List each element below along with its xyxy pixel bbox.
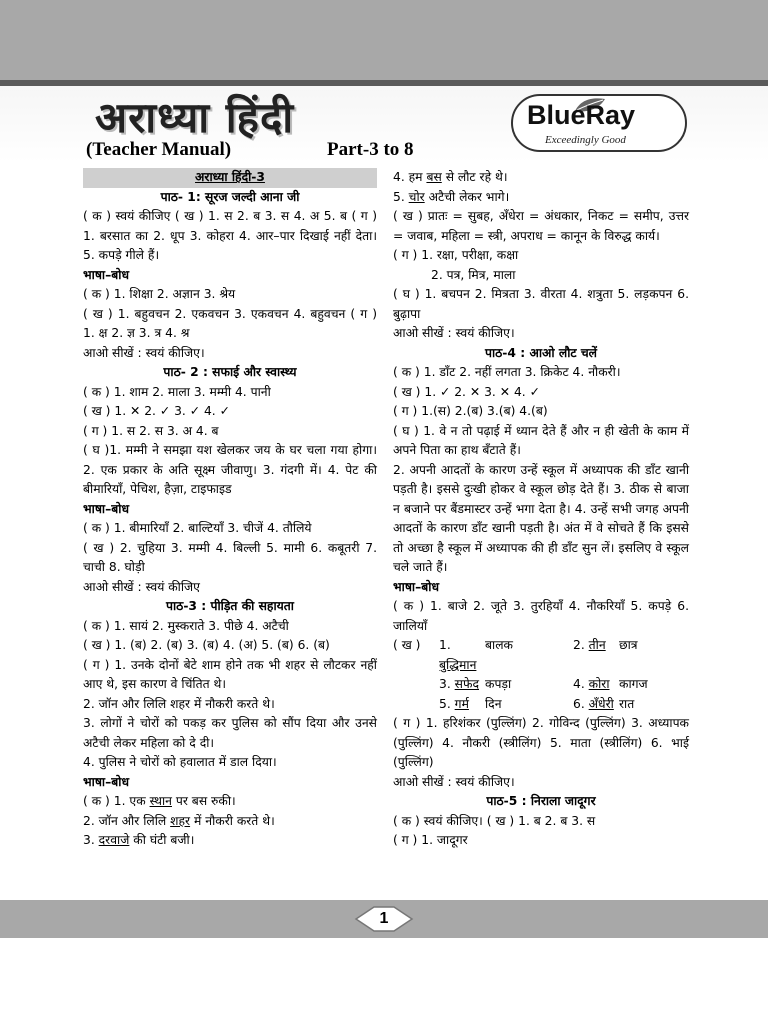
lesson-heading: पाठ- 1: सूरज जल्दी आना जी (160, 189, 300, 204)
answer-line: ( क ) 1. सायं 2. मुस्कराते 3. पीछे 4. अटैची (83, 618, 289, 633)
answer-line: ( क ) स्वयं कीजिए। ( ख ) 1. ब 2. ब 3. स (393, 813, 596, 828)
line-text: की घंटी बजी। (129, 833, 195, 847)
answer-line (83, 812, 377, 832)
answer-line: 2. पत्र, मित्र, माला (431, 267, 516, 282)
answer-line: ( ख ) 1. ✓ 2. ✕ 3. ✕ 4. ✓ (393, 384, 540, 399)
lesson-heading: पाठ-5 : निराला जादूगर (486, 794, 596, 808)
grid-noun-cell (485, 675, 573, 695)
grid-word: कोरा (588, 677, 610, 691)
answer-line: ( ग ) 1. स 2. स 3. अ 4. ब (83, 423, 219, 438)
answer-line: 3. लोगों ने चोरों को पकड़ कर पुलिस को सौंप दिया और उनसे अटैची लेकर महिला को दे दी। (83, 716, 377, 750)
answer-line: ( ग ) 1. जादूगर (393, 833, 468, 847)
grid-noun: छात्र (619, 638, 638, 652)
answer-line: ( क ) 1. शिक्षा 2. अज्ञान 3. श्रेय (83, 287, 236, 301)
grid-noun: दिन (485, 696, 502, 711)
grid-noun-cell (619, 695, 711, 715)
page-number: 1 (379, 910, 389, 927)
grid-noun: कागज (619, 677, 648, 691)
answer-line: ( ख ) प्रातः = सुबह, अँधेरा = अंधकार, निकट = समीप, उत्तर = जवाब, महिला = स्त्री, अपराध = कानून के विरुद्ध कार्य। (393, 209, 689, 243)
grid-noun: रात (619, 696, 635, 711)
grid-noun-cell (485, 695, 573, 715)
grid-num: 6. (573, 696, 589, 711)
answer-line: 4. पुलिस ने चोरों को हवालात में डाल दिया। (83, 755, 277, 769)
answer-line: आओ सीखें : स्वयं कीजिए (83, 579, 200, 594)
underlined-word: चोर (408, 189, 425, 204)
page-number-badge (354, 905, 414, 933)
grid-word: सफेद (454, 677, 479, 691)
line-text: 3. (83, 833, 99, 847)
answer-line: ( ग ) 1. हरिशंकर (पुल्लिंग) 2. गोविन्द (पुल्लिंग) 3. अध्यापक (पुल्लिंग) 4. नौकरी (स्त्रीलिंग) 5. माता (स्त्रीलिंग) 6. भाई (पुल्लिंग) (393, 716, 689, 769)
line-text: ( क ) 1. एक (83, 794, 150, 808)
lesson-heading: पाठ-3 : पीड़ित की सहायता (166, 599, 294, 613)
grid-num: 4. (573, 677, 589, 691)
underlined-word: स्थान (149, 794, 172, 808)
logo-name: BlueRay (527, 100, 636, 130)
answer-line: ( घ ) 1. बचपन 2. मित्रता 3. वीरता 4. शत्रुता 5. लड़कपन 6. बुढ़ापा (393, 287, 689, 321)
section-heading: भाषा–बोध (83, 774, 130, 789)
grid-num: 3. (439, 677, 455, 691)
right-column (393, 168, 689, 851)
answer-line: ( घ )1. मम्मी ने समझा यश खेलकर जय के घर चला गया होगा। 2. एक प्रकार के अति सूक्ष्म जीवाणु। 3. गंदगी में। 4. पेट की बीमारियाँ, पेचिश, हैज़ा, टाइफाइड (83, 443, 377, 496)
section-heading: भाषा–बोध (83, 267, 130, 282)
adjective-grid (393, 636, 689, 714)
answer-line: 2. अपनी आदतों के कारण उन्हें स्कूल में अध्यापक की डाँट खानी पड़ती है। इससे दुःखी होकर वे स्कूल छोड़ देते हैं। 3. ठीक से बाजा न बजाने पर बैंडमास्टर उन्हें भगा देता है। 4. उन्हें सभी जगह अपनी आदतों के कारण डाँट खानी पड़ती है। अंत में वे सोचते हैं कि इससे तो अच्छा है स्कूल में अध्यापक की ही डाँट सुन लें। इसलिए वे स्कूल चले जाते हैं। (393, 462, 689, 574)
answer-line: आओ सीखें : स्वयं कीजिए। (393, 326, 515, 340)
line-text: पर बस रुकी। (171, 794, 236, 808)
grid-word: बुद्धिमान (439, 657, 477, 672)
grid-word: तीन (588, 638, 606, 652)
line-text: 2. जॉन और लिलि (83, 813, 171, 828)
class-banner: अराध्या हिंदी-3 (83, 168, 377, 188)
left-column (83, 168, 377, 851)
answer-line: ( क ) 1. शाम 2. माला 3. मम्मी 4. पानी (83, 384, 271, 399)
answer-line: ( ग ) 1.(स) 2.(ब) 3.(ब) 4.(ब) (393, 404, 548, 418)
answer-line: ( क ) 1. डाँट 2. नहीं लगता 3. क्रिकेट 4. नौकरी। (393, 365, 621, 379)
answer-line: ( ग ) 1. रक्षा, परीक्षा, कक्षा (393, 248, 519, 262)
answer-line: आओ सीखें : स्वयं कीजिए। (393, 774, 515, 789)
line-text: से लौट रहे थे। (441, 170, 508, 184)
answer-line: ( ख ) 1. ✕ 2. ✓ 3. ✓ 4. ✓ (83, 404, 230, 418)
subtitle: (Teacher Manual) (86, 139, 232, 160)
answer-line (393, 188, 689, 208)
underlined-word: दरवाजे (98, 833, 130, 847)
section-heading: भाषा–बोध (83, 501, 130, 516)
grid-cell (573, 675, 619, 695)
answer-line: ( ख ) 1. बहुवचन 2. एकवचन 3. एकवचन 4. बहुवचन ( ग ) 1. क्ष 2. ज्ञ 3. त्र 4. श्र (83, 306, 377, 340)
answer-line: आओ सीखें : स्वयं कीजिए। (83, 345, 205, 360)
blueray-logo (511, 94, 687, 152)
line-text: में नौकरी करते थे। (190, 813, 275, 828)
logo-tagline: Exceedingly Good (545, 134, 626, 146)
grid-num: 1. (439, 638, 451, 652)
underlined-word: बस (426, 170, 442, 184)
grid-lead: ( ख ) (393, 638, 421, 652)
lesson-heading: पाठ-4 : आओ लौट चलें (484, 345, 598, 360)
grid-cell (439, 695, 485, 715)
answer-line: ( घ ) 1. वे न तो पढ़ाई में ध्यान देते हैं और न ही खेती के काम में अपने पिता का हाथ बँटाते हैं। (393, 423, 689, 457)
grid-cell (439, 675, 485, 695)
answer-line: ( ख ) 2. चुहिया 3. मम्मी 4. बिल्ली 5. मामी 6. कबूतरी 7. चाची 8. घोड़ी (83, 540, 377, 574)
answer-line: ( क ) स्वयं कीजिए ( ख ) 1. स 2. ब 3. स 4. अ 5. ब ( ग ) 1. बरसात का 2. धूप 3. कोहरा 4. आर–पार दिखाई नहीं देता। 5. कपड़े गीले हैं। (83, 209, 377, 262)
answer-line (83, 792, 377, 812)
grid-noun: बालक (485, 638, 513, 652)
grid-noun-cell (619, 675, 711, 695)
answer-line: ( ग ) 1. उनके दोनों बेटे शाम होने तक भी शहर से लौटकर नहीं आए थे, इस कारण वे चिंतित थे। (83, 657, 377, 691)
grid-noun: कपड़ा (485, 677, 512, 691)
answer-line: 2. जॉन और लिलि शहर में नौकरी करते थे। (83, 696, 275, 711)
line-text: 5. (393, 189, 409, 204)
grid-word: गर्म (454, 696, 469, 711)
grid-num: 5. (439, 696, 455, 711)
answer-line (393, 168, 689, 188)
grid-num: 2. (573, 638, 589, 652)
answer-line: ( क ) 1. बीमारियाँ 2. बाल्टियाँ 3. चीजें 4. तौलिये (83, 521, 312, 535)
top-band (0, 0, 768, 80)
line-text: अटैची लेकर भागे। (424, 189, 510, 204)
line-text: 4. हम (393, 170, 427, 184)
grid-noun-cell (619, 636, 711, 675)
answer-line: ( क ) 1. बाजे 2. जूते 3. तुरहियाँ 4. नौकरियाँ 5. कपड़े 6. जालियाँ (393, 599, 689, 633)
book-title: अराध्या हिंदी (95, 93, 295, 142)
grid-noun-cell (485, 636, 573, 675)
grid-cell (573, 695, 619, 715)
underlined-word: शहर (170, 813, 191, 828)
grid-word: अँधेरी (588, 696, 614, 711)
part-label: Part-3 to 8 (327, 139, 414, 160)
section-heading: भाषा–बोध (393, 579, 440, 594)
answer-line (83, 831, 377, 851)
grid-cell (573, 636, 619, 675)
answer-line: ( ख ) 1. (ब) 2. (ब) 3. (ब) 4. (अ) 5. (ब) 6. (ब) (83, 638, 330, 652)
grid-cell (439, 636, 485, 675)
lesson-heading: पाठ- 2 : सफाई और स्वास्थ्य (163, 365, 297, 379)
